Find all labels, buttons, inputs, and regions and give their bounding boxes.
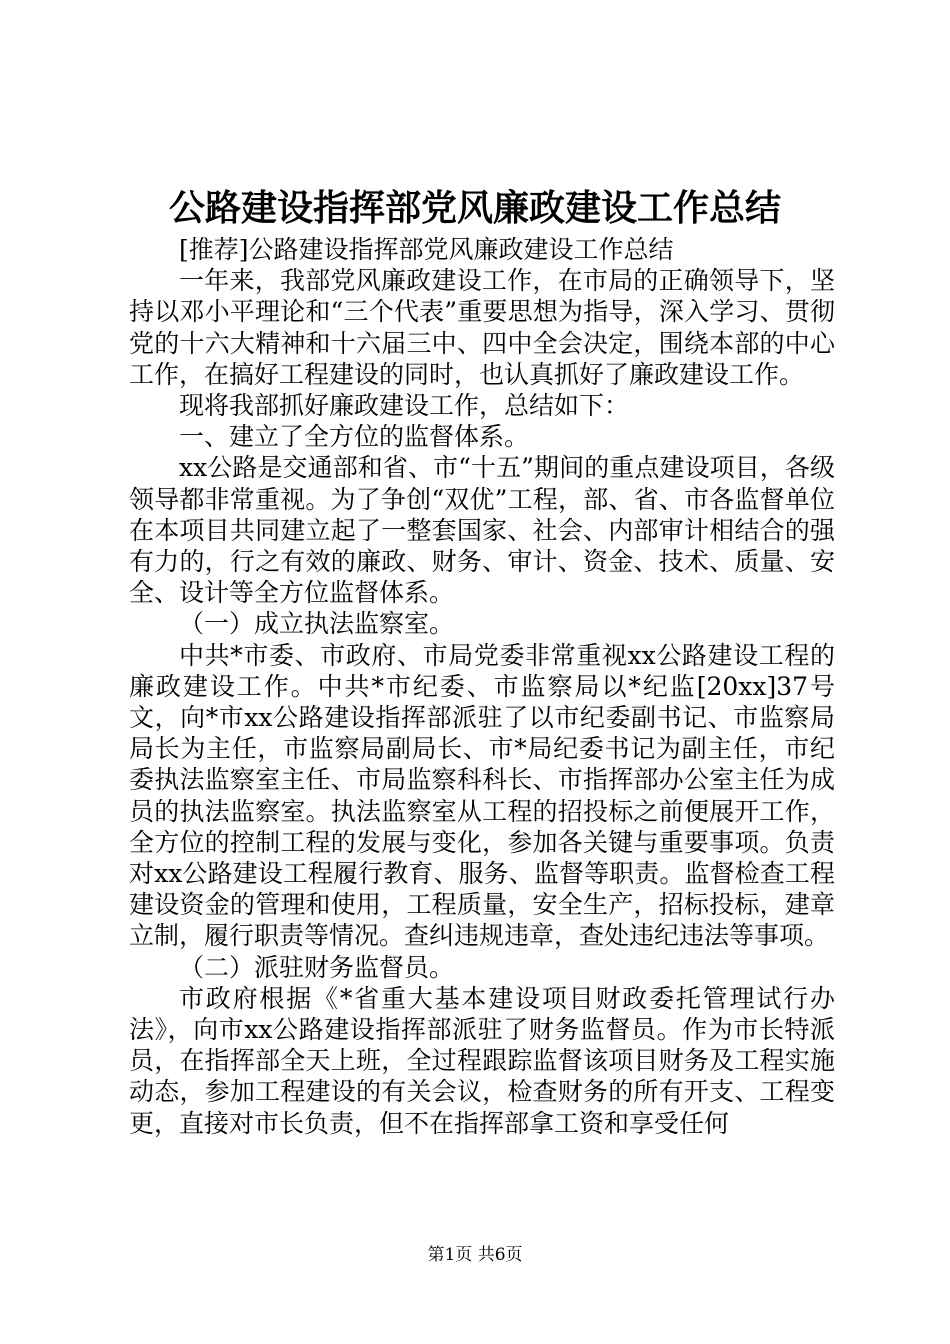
paragraph-supervision-office: 中共*市委、市政府、市局党委非常重视xx公路建设工程的廉政建设工作。中共*市纪委、市监察局以*纪监[20xx]37号文，向*市xx公路建设指挥部派驻了以市纪委副书记、市监察局局长为主任，市监察局副局长、市*局纪委书记为副主任，市纪委执法监察室主任、市局监察科科长、市指挥部办公室主任为成员的执法监察室。执法监察室从工程的招投标之前便展开工作，全方位的控制工程的发展与变化，参加各关键与重要事项。负责对xx公路建设工程履行教育、服务、监督等职责。监督检查工程建设资金的管理和使用，工程质量，安全生产，招标投标，建章立制，履行职责等情况。查纠违规违章，查处违纪违法等事项。 — [129, 640, 835, 951]
page-footer: 第1页 共6页 — [427, 1245, 523, 1265]
subsection-heading-2: （二）派驻财务监督员。 — [179, 952, 455, 982]
paragraph-recommend: [推荐]公路建设指挥部党风廉政建设工作总结 — [179, 235, 674, 264]
paragraph-finance-supervisor: 市政府根据《*省重大基本建设项目财政委托管理试行办法》，向市xx公路建设指挥部派驻了财务监督员。作为市长特派员，在指挥部全天上班，全过程跟踪监督该项目财务及工程实施动态，参加工程建设的有关会议，检查财务的所有开支、工程变更，直接对市长负责，但不在指挥部拿工资和享受任何 — [129, 983, 835, 1138]
section-heading-1: 一、建立了全方位的监督体系。 — [179, 422, 530, 452]
document-title: 公路建设指挥部党风廉政建设工作总结 — [168, 187, 781, 229]
paragraph-supervision-system: xx公路是交通部和省、市“十五”期间的重点建设项目，各级领导都非常重视。为了争创“双优”工程，部、省、市各监督单位在本项目共同建立起了一整套国家、社会、内部审计相结合的强有力的，行之有效的廉政、财务、审计、资金、技术、质量、安全、设计等全方位监督体系。 — [129, 453, 835, 608]
document-body — [129, 234, 835, 1139]
subsection-heading-1: （一）成立执法监察室。 — [179, 609, 455, 639]
paragraph-intro: 一年来，我部党风廉政建设工作，在市局的正确领导下，坚持以邓小平理论和“三个代表”重要思想为指导，深入学习、贯彻党的十六大精神和十六届三中、四中全会决定，围绕本部的中心工作，在搞好工程建设的同时，也认真抓好了廉政建设工作。 — [129, 266, 835, 389]
paragraph-summary-lead: 现将我部抓好廉政建设工作，总结如下： — [179, 391, 630, 421]
